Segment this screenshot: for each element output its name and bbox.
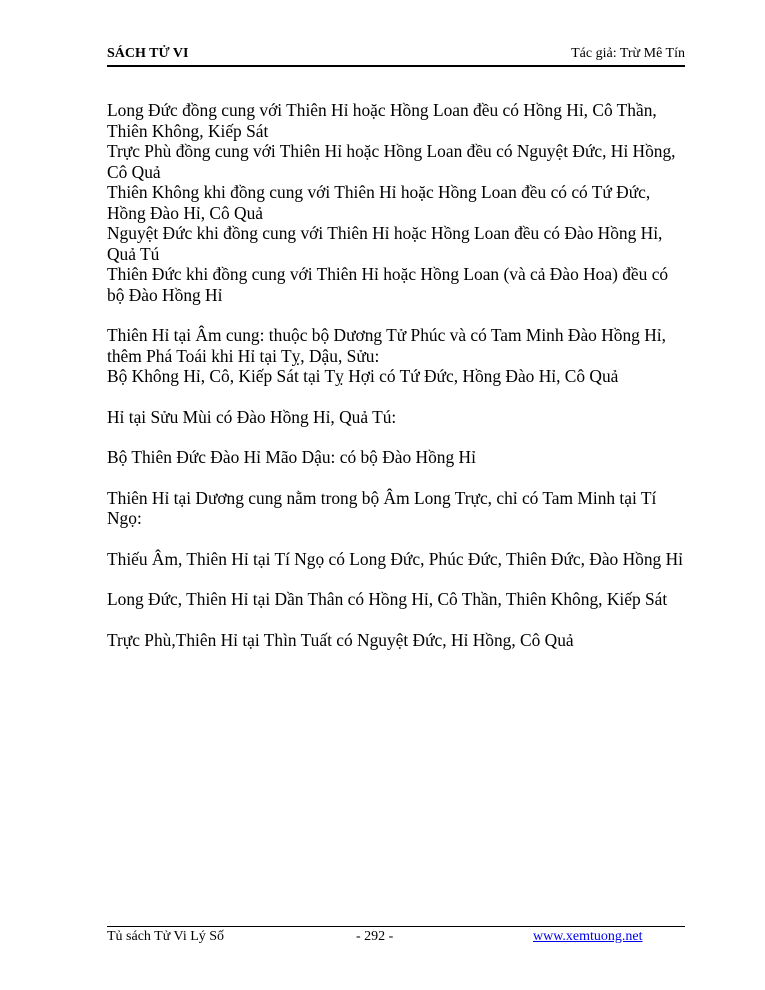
website-link[interactable]: www.xemtuong.net	[533, 929, 643, 944]
paragraph-2: Trực Phù đồng cung với Thiên Hỉ hoặc Hồng Loan đều có Nguyệt Đức, Hỉ Hồng, Cô Quả	[107, 141, 676, 182]
document-body	[107, 100, 687, 650]
paragraph-1: Long Đức đồng cung với Thiên Hỉ hoặc Hồng Loan đều có Hồng Hỉ, Cô Thần, Thiên Không, Kiếp Sát	[107, 100, 657, 141]
paragraph-8: Hỉ tại Sửu Mùi có Đào Hồng Hỉ, Quả Tú:	[107, 406, 397, 427]
paragraph-11: Thiếu Âm, Thiên Hỉ tại Tí Ngọ có Long Đức, Phúc Đức, Thiên Đức, Đào Hồng Hỉ	[107, 548, 683, 569]
paragraph-6: Thiên Hỉ tại Âm cung: thuộc bộ Dương Tử Phúc và có Tam Minh Đào Hồng Hỉ, thêm Phá Toái khi Hỉ tại Tỵ, Dậu, Sửu:	[107, 325, 666, 366]
series-title: Tủ sách Tử Vi Lý Số	[107, 929, 225, 944]
paragraph-5: Thiên Đức khi đồng cung với Thiên Hỉ hoặc Hồng Loan (và cả Đào Hoa) đều có bộ Đào Hồng Hỉ	[107, 264, 669, 305]
author-credit: Tác giả: Trừ Mê Tín	[571, 46, 685, 61]
page-header	[107, 46, 685, 66]
page-number: - 292 -	[356, 929, 394, 944]
paragraph-7: Bộ Không Hỉ, Cô, Kiếp Sát tại Tỵ Hợi có Tứ Đức, Hồng Đào Hỉ, Cô Quả	[107, 366, 619, 386]
header-divider	[107, 65, 685, 67]
paragraph-10: Thiên Hỉ tại Dương cung nằm trong bộ Âm Long Trực, chỉ có Tam Minh tại Tí Ngọ:	[107, 487, 657, 528]
paragraph-9: Bộ Thiên Đức Đào Hỉ Mão Dậu: có bộ Đào Hồng Hỉ	[107, 447, 476, 467]
paragraph-4: Nguyệt Đức khi đồng cung với Thiên Hỉ hoặc Hồng Loan đều có Đào Hồng Hỉ, Quả Tú	[107, 223, 663, 264]
book-title: SÁCH TỬ VI	[107, 46, 189, 61]
footer-divider	[107, 926, 685, 927]
paragraph-12: Long Đức, Thiên Hỉ tại Dần Thân có Hồng Hỉ, Cô Thần, Thiên Không, Kiếp Sát	[107, 589, 668, 609]
paragraph-13: Trực Phù,Thiên Hỉ tại Thìn Tuất có Nguyệt Đức, Hỉ Hồng, Cô Quả	[107, 629, 574, 650]
page-footer	[107, 929, 685, 949]
paragraph-3: Thiên Không khi đồng cung với Thiên Hỉ hoặc Hồng Loan đều có có Tứ Đức, Hồng Đào Hỉ, Cô Quả	[107, 182, 651, 223]
